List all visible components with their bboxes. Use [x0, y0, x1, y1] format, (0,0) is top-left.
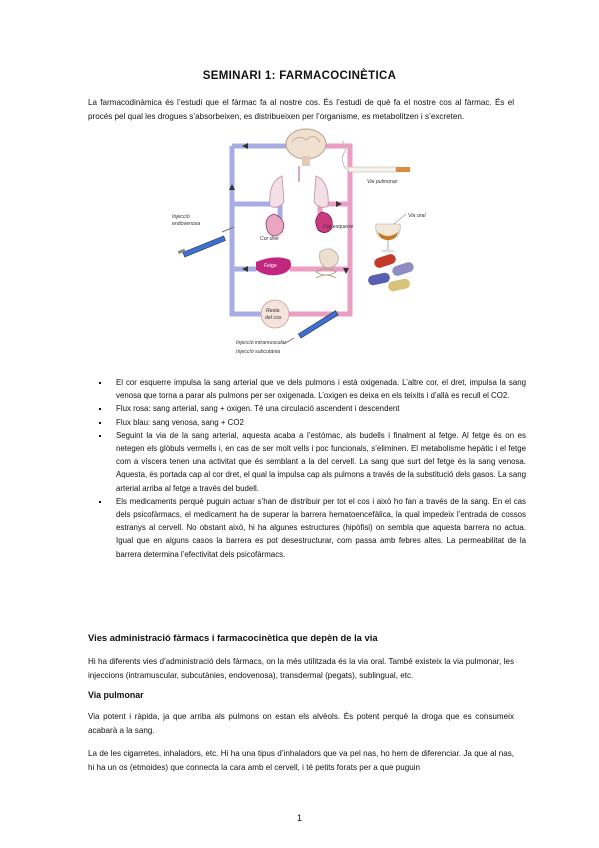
subheading-via-pulmonar: Via pulmonar [88, 690, 144, 700]
lungs-icon [270, 166, 329, 207]
bullet-item: ▪ Seguint la via de la sang arterial, aquesta acaba a l’estómac, als budells i finalment al fetge. Al fetge és on es netegen els glòbuls vermells i, en cas de ser molt vells i poc funcionals, s’eliminen. El metabolisme hepàtic i el fetge com a víscera tenen una activitat que és semblant a la del cervell. La sang que surt del fetge és la sang venosa. Aquesta, és portada cap al cor dret, el qual la impulsa cap als pulmons a través de la substitució dels gasos. La sang arterial arriba al fetge a través del budell. [110, 429, 526, 495]
glass-icon [376, 224, 401, 253]
bullet-item: ▪ Flux rosa: sang arterial, sang + oxigen. Té una circulació ascendent i descendent [110, 402, 526, 415]
fetge-label: Fetge [264, 263, 277, 269]
section-paragraph: Hi ha diferents vies d’administració dels fàrmacs, on la més utilitzada és la via oral. També existeix la via pulmonar, les injeccions (intramuscular, subcutànies, endovenosa), transdermal (pegats), sublingual, etc. [88, 657, 514, 681]
section-heading: Vies administració fàrmacs i farmacocinètica que depèn de la via [88, 632, 378, 643]
pharmacokinetics-diagram [170, 124, 432, 372]
cor-esquerre-label: Cor esquerre [323, 224, 354, 230]
stomach-intestine-icon [316, 249, 338, 278]
via-pulmonar-paragraph: Via potent i ràpida, ja que arriba als pulmons on estan els alvèols. És potent perquè la droga que es consumeix acabarà a la sang. [88, 712, 514, 736]
bullet-item: ▪ Flux blau: sang venosa, sang + CO2 [110, 416, 526, 429]
syringe-endovenosa-icon [178, 227, 234, 257]
resta-cos-label-2: del cos [265, 315, 282, 321]
bullet-item: ▪ El cor esquerre impulsa la sang arterial que ve dels pulmons i està oxigenada. L’altre cor, el dret, impulsa la sang venosa que torna a parar als pulmons per ser oxigenada. L’oxigen es deixa en els teixits i d’allà es recull el CO2. [110, 376, 526, 402]
via-pulmonar-label: Via pulmonar [367, 179, 398, 185]
via-oral-label: Via oral [408, 213, 426, 219]
pills-icon [367, 253, 415, 292]
bullet-item: ▪ Els medicaments perquè puguin actuar s’han de distribuir per tot el cos i això ho fan a través de la sang. En el cas dels psicofàrmacs, el medicament ha de superar la barrera hematoencefàlica, la qual impedeix l’entrada de cossos estranys al cervell. No obstant això, hi ha algunes estructures (hipòfisi) on sembla que aquesta barrera no actua. Igual que en alguns casos la barrera es pot desestructurar, com passa amb febres altes. La permeabilitat de la barrera determina l’efectivitat dels psicofàrmacs. [110, 495, 526, 561]
injeccio-intramuscular-label: Injecció intramuscular [236, 340, 287, 346]
venous-path-left [232, 146, 262, 314]
page-title: SEMINARI 1: FARMACOCINÈTICA [202, 70, 397, 82]
rest-of-body-icon [261, 300, 289, 328]
injeccio-subcutania-label: Injecció subcutània [236, 349, 281, 355]
injeccio-endovenosa-label-1: Injecció [172, 214, 190, 220]
intro-paragraph: La farmacodinàmica és l’estudi que el fàrmac fa al nostre cos. És l’estudi de què fa el nostre cos al fàrmac. És el procés pel qual les drogues s’absorbeixen, es distribueixen per l’organisme, es metabolitzen i s’excreten. [88, 98, 514, 122]
brain-icon [286, 129, 326, 166]
last-paragraph: La de les cigarretes, inhaladors, etc. Hi ha una tipus d’inhaladors que va pel nas, ho hem de diferenciar. Ja que al nas, hi ha un os (etmoides) que connecta la cara amb el cervell, i té petits forats per a que puguin [88, 749, 514, 773]
page-number: 1 [296, 813, 302, 823]
bullet-list [98, 376, 526, 561]
cor-dret-label: Cor dret [260, 236, 279, 242]
resta-cos-label-1: Resta [266, 308, 280, 314]
injeccio-endovenosa-label-2: endovenosa [172, 221, 201, 227]
